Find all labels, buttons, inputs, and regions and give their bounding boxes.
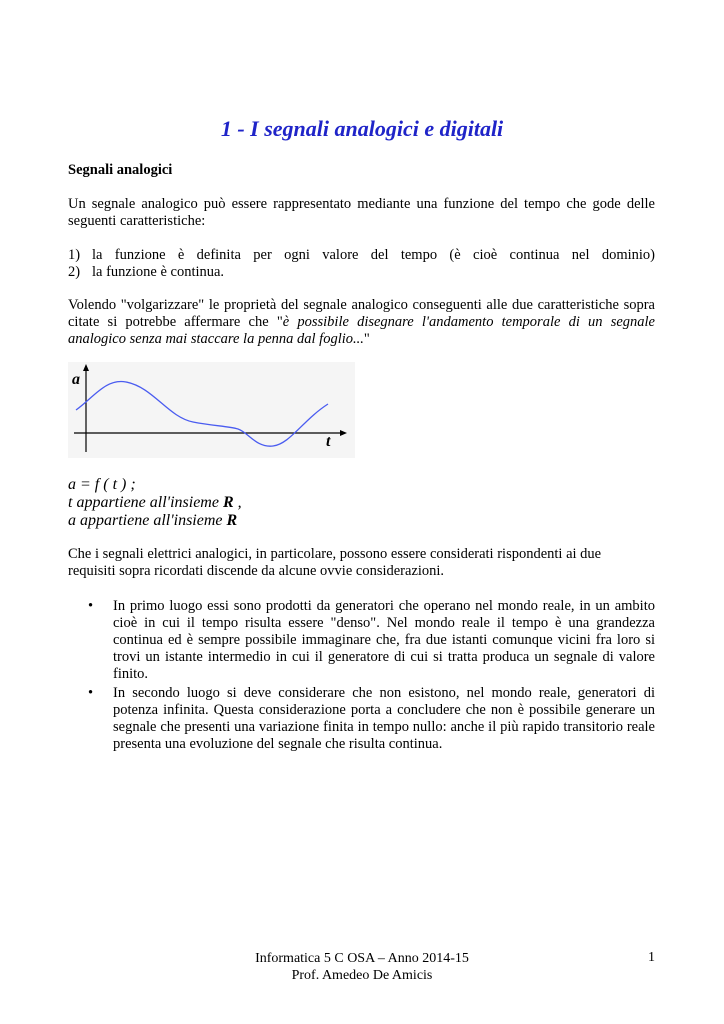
property-item [68,247,655,264]
volendo-text: citate si potrebbe affermare che " [68,314,283,330]
formula-line [68,512,242,530]
bullet-line: cioè in cui il tempo risulta essere "denso". Nel mondo reale il tempo è una grandezza [113,615,655,631]
intro-line: seguenti caratteristiche: [68,213,206,229]
bullet-line: segnale che presenti una variazione finita in tempo nullo: anche il più rapido transitorio reale [113,719,655,735]
bullet-line: presenta una evoluzione del segnale che risulta continua. [113,736,443,752]
formula-text: t appartiene all'insieme [68,494,223,511]
formula-text: a appartiene all'insieme [68,512,227,529]
footer-course: Informatica 5 C OSA – Anno 2014-15 [255,951,469,966]
intro-paragraph [68,196,655,230]
page-number: 1 [648,950,655,965]
conclusion-line: requisiti sopra ricordati discende da alcune ovvie considerazioni. [68,563,445,579]
footer-author: Prof. Amedeo De Amicis [291,968,433,983]
set-symbol: R [226,512,238,529]
y-axis-label: a [72,371,80,388]
property-text: la funzione è definita per ogni valore del tempo (è cioè continua nel dominio) [92,247,655,263]
bullet-dot-icon: • [88,685,94,701]
property-number: 1) [68,247,81,263]
volendo-quote: analogico senza mai staccare la penna dal foglio... [68,331,364,347]
bullet-item [88,685,655,753]
intro-line: Un segnale analogico può essere rappresentato mediante una funzione del tempo che gode delle [68,196,655,212]
volendo-line [68,331,655,348]
x-axis-label: t [326,433,331,450]
page-title: 1 - I segnali analogici e digitali [220,116,504,141]
graph-background [68,362,355,458]
conclusion-line: Che i segnali elettrici analogici, in particolare, possono essere considerati rispondenti ai due [68,546,602,562]
conclusion-paragraph [68,546,655,580]
volendo-paragraph [68,297,655,348]
volendo-line: Volendo "volgarizzare" le proprietà del segnale analogico conseguenti alle due caratteristiche sopra [68,297,655,313]
formula-line: a = f ( t ) ; [68,476,136,493]
property-list [68,247,655,281]
formula-text: , [233,494,242,511]
bullet-list [88,598,655,755]
formula-line [68,494,242,512]
bullet-line: finito. [113,666,149,682]
bullet-item [88,598,655,683]
volendo-line [68,314,655,331]
footer [0,950,724,984]
analog-signal-graph [68,362,355,458]
bullet-line: trovi un istante intermedio in cui il generatore di cui si tratta produca un segnale di valore [113,649,655,665]
bullet-line: In secondo luogo si deve considerare che non esistono, nel mondo reale, generatori di [113,685,655,701]
bullet-dot-icon: • [88,598,94,614]
property-text: la funzione è continua. [92,264,225,280]
set-symbol: R [222,494,234,511]
volendo-text: " [363,331,370,347]
property-number: 2) [68,264,81,280]
volendo-quote: è possibile disegnare l'andamento temporale di un segnale [282,314,655,330]
bullet-line: In primo luogo essi sono prodotti da generatori che operano nel mondo reale, in un ambito [113,598,655,614]
bullet-line: potenza infinita. Questa considerazione porta a concludere che non è possibile generare un [113,702,655,718]
section-heading: Segnali analogici [68,162,173,178]
property-item [68,264,655,281]
formula-block [68,476,242,530]
bullet-line: continua ed è sempre possibile immaginare che, fra due istanti comunque vicini fra loro si [113,632,655,648]
